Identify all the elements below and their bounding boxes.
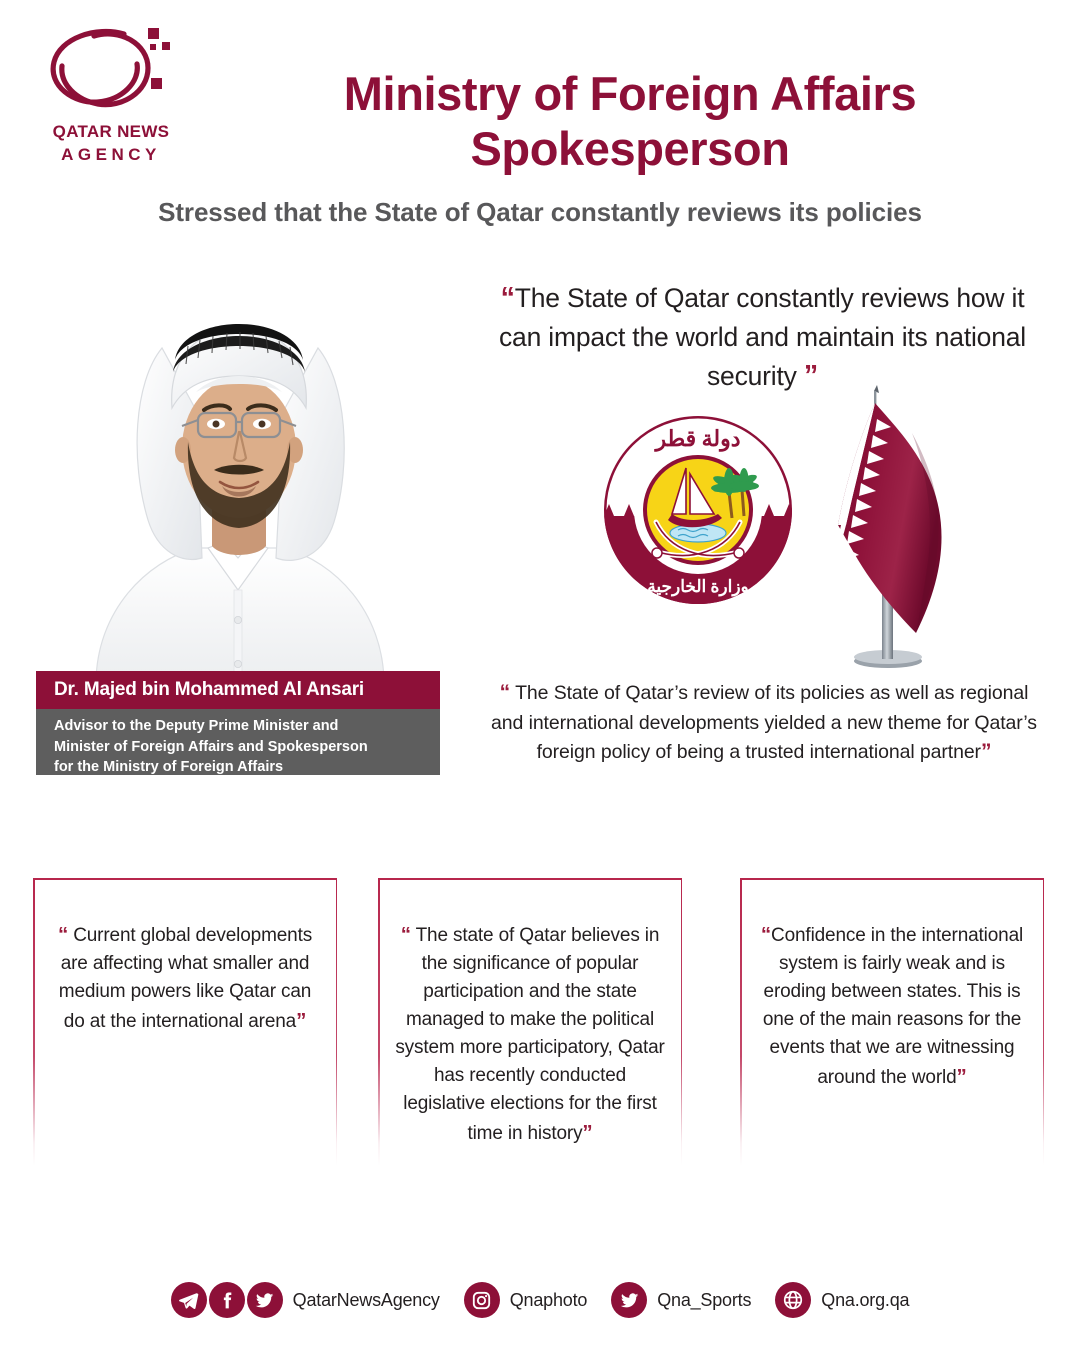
globe-icon[interactable] [775,1282,811,1318]
person-role-line2: Minister of Foreign Affairs and Spokesperson [54,738,368,755]
instagram-icon[interactable] [464,1282,500,1318]
logo-text-line1: QATAR NEWS [52,122,170,141]
quote-close-icon: ” [980,739,992,763]
card-edge-left [33,878,35,1166]
quote-card-text: Current global developments are affecting what smaller and medium powers like Qatar can do at the international arena [58,925,313,1032]
social-label-qnaphoto[interactable]: Qnaphoto [509,1289,588,1310]
quote-card-3 [740,878,1044,1166]
twitter-icon[interactable] [247,1282,283,1318]
person-name: Dr. Majed bin Mohammed Al Ansari [36,671,440,709]
portrait-photo [36,290,440,680]
social-label-qatarnewsagency[interactable]: QatarNewsAgency [292,1289,440,1310]
qna-logo-mark [36,20,186,130]
qna-logo [36,20,186,170]
quote-card-text: Confidence in the international system is fairly weak and is eroding between states. This is one of the main reasons for the events that we are witnessing around the world [762,925,1024,1088]
main-quote-text: The State of Qatar constantly reviews how it can impact the world and maintain its national security [499,283,1026,392]
quote-open-icon: “ [499,681,511,704]
page-subtitle: Stressed that the State of Qatar constantly reviews its policies [158,197,922,227]
quote-open-icon: “ [57,923,69,946]
social-group-qnasports [611,1282,775,1318]
qatar-emblem-svg [598,410,798,610]
quote-card-list [33,878,1047,1178]
person-role-line3: for the Ministry of Foreign Affairs [54,759,284,776]
secondary-quote-text: The State of Qatar’s review of its policies as well as regional and international developments yielded a new theme for Qatar’s foreign policy of being a trusted international partner [491,682,1037,763]
person-role [36,709,440,775]
quote-open-icon: “ [760,923,772,946]
facebook-icon[interactable] [209,1282,245,1318]
social-group-website [775,1282,909,1318]
qatar-table-flag [828,385,968,670]
qatar-flag-svg [828,385,968,670]
social-group-qatarnewsagency [171,1282,464,1318]
quote-close-icon: ” [582,1120,593,1144]
page-title [200,66,1060,177]
telegram-icon[interactable] [171,1282,207,1318]
twitter-icon[interactable] [611,1282,647,1318]
quote-close-icon: ” [296,1009,307,1032]
main-quote [480,278,1045,397]
title-line-2: Spokesperson [470,122,790,176]
quote-close-icon: ” [803,360,818,393]
logo-text-line2: AGENCY [61,145,161,164]
social-group-qnaphoto [464,1282,611,1318]
quote-card-1 [33,878,337,1166]
card-edge-right [336,878,338,1166]
quote-card-2 [378,878,682,1166]
svg-text:دولة قطر: دولة قطر [655,426,741,451]
svg-text:وزارة الخارجية: وزارة الخارجية [647,577,749,596]
social-footer [0,1272,1080,1328]
card-edge-right [1043,878,1045,1166]
card-edge-left [378,878,380,1166]
card-edge-left [740,878,742,1166]
quote-close-icon: ” [956,1064,967,1088]
portrait-illustration [36,290,440,680]
qatar-state-emblem [598,410,798,610]
quote-open-icon: “ [500,282,515,314]
quote-open-icon: “ [400,923,411,946]
title-line-1: Ministry of Foreign Affairs [343,67,917,120]
social-label-qnasports[interactable]: Qna_Sports [657,1289,752,1310]
person-role-line1: Advisor to the Deputy Prime Minister and [54,718,339,734]
social-label-website[interactable]: Qna.org.qa [821,1289,910,1310]
secondary-quote [488,678,1040,767]
quote-card-text: The state of Qatar believes in the significance of popular participation and the state managed to make the political system more participatory, Qatar has recently conducted legislative elections for the first time in history [395,925,665,1144]
card-edge-right [681,878,683,1166]
